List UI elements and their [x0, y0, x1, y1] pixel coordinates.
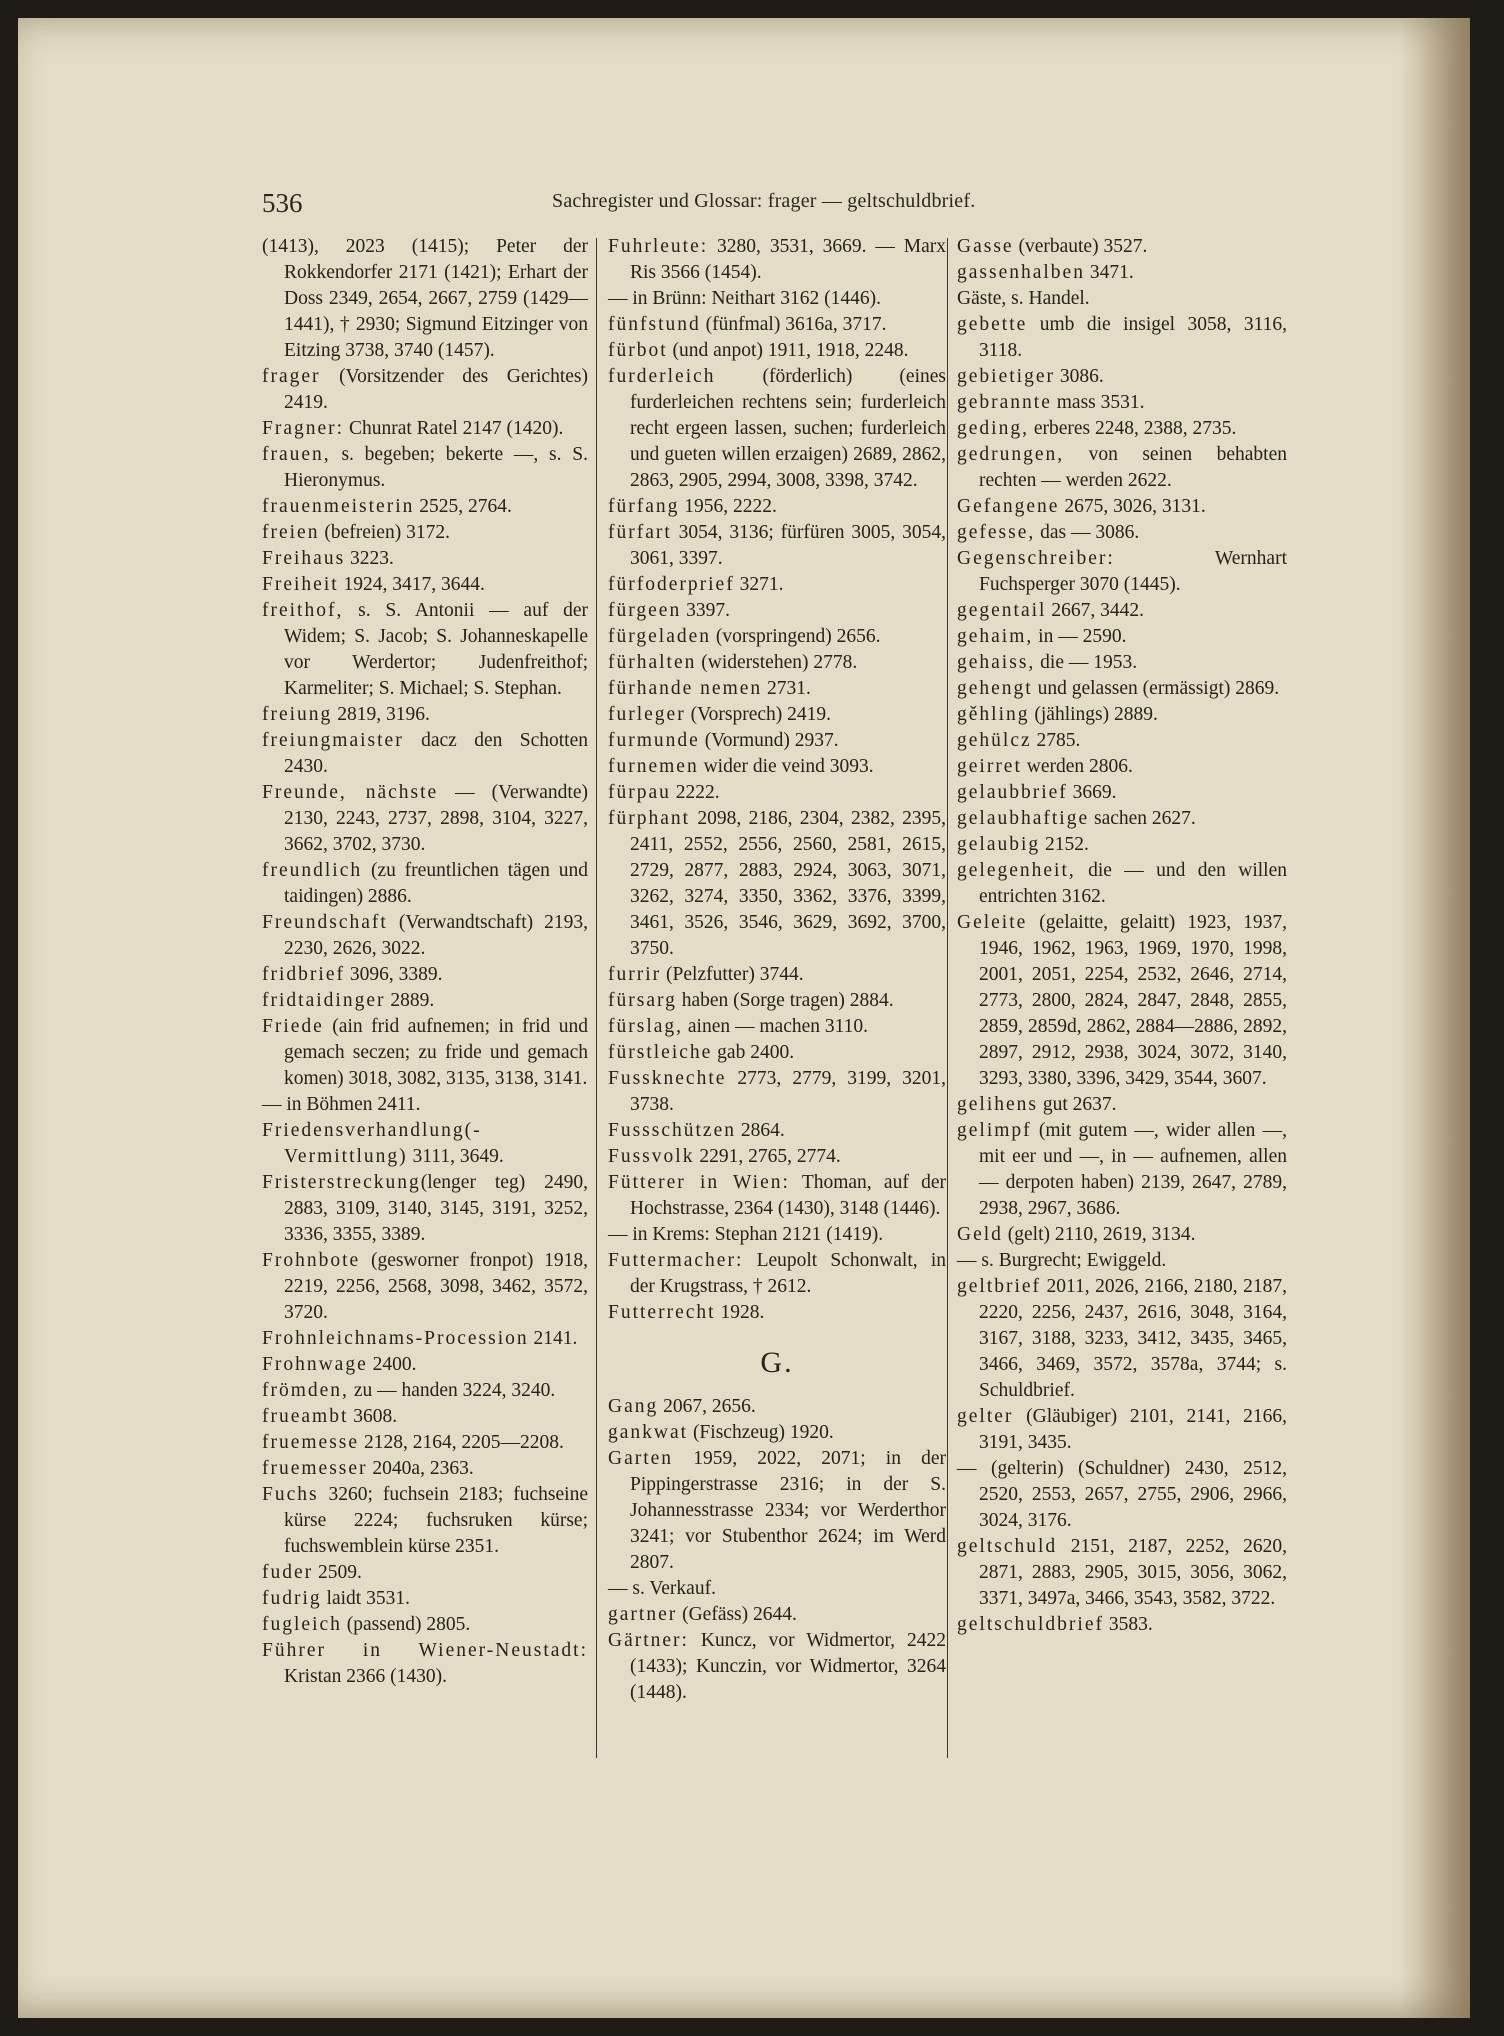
- index-entry: [608, 1628, 946, 1706]
- index-lemma: fürslag,: [608, 1016, 684, 1037]
- index-lemma: Freunde, nächste: [262, 782, 439, 803]
- index-entry: [957, 1456, 1287, 1534]
- index-entry: [957, 1092, 1287, 1118]
- index-entry: [262, 1014, 588, 1092]
- index-entry: [262, 416, 588, 442]
- index-references: 1959, 2022, 2071; in der Pippingerstrasse 2316; in der S. Johannesstrasse 2334; vor Werderthor 3241; vor Stubenthor 2624; im Werd 2807.: [630, 1448, 946, 1573]
- index-lemma: freien: [262, 522, 320, 543]
- index-lemma: fünfstund: [608, 314, 701, 335]
- index-entry: [608, 1576, 946, 1602]
- index-lemma: furmunde: [608, 730, 700, 751]
- index-lemma: Gefangene: [957, 496, 1060, 517]
- index-entry: [957, 1222, 1287, 1248]
- index-lemma: furnemen: [608, 756, 699, 777]
- index-lemma: Fussknechte: [608, 1068, 727, 1089]
- index-lemma: gehengt: [957, 678, 1033, 699]
- index-entry: [262, 234, 588, 364]
- index-lemma: geltschuld: [957, 1536, 1058, 1557]
- index-references: 2675, 3026, 3131.: [1059, 496, 1206, 517]
- index-lemma: Fussvolk: [608, 1146, 695, 1167]
- index-references: die — und den willen entrichten 3162.: [979, 860, 1287, 907]
- index-lemma: fuder: [262, 1562, 314, 1583]
- index-entry: [957, 832, 1287, 858]
- index-entry: [608, 312, 946, 338]
- index-entry: [608, 1144, 946, 1170]
- index-entry: [262, 1560, 588, 1586]
- index-entry: [608, 988, 946, 1014]
- index-entry: [957, 520, 1287, 546]
- index-entry: [262, 1430, 588, 1456]
- index-lemma: Garten: [608, 1448, 674, 1469]
- index-references: 3280, 3531, 3669. — Marx Ris 3566 (1454).: [630, 236, 946, 283]
- index-entry: [262, 1404, 588, 1430]
- index-references: 2141.: [528, 1328, 578, 1349]
- index-references: (1413), 2023 (1415); Peter der Rokkendorfer 2171 (1421); Erhart der Doss 2349, 2654, 2667, 2759 (1429—1441), † 2930; Sigmund Eitzinger von Eitzing 3738, 3740 (1457).: [262, 236, 588, 361]
- index-references: (gesworner fronpot) 1918, 2219, 2256, 2568, 3098, 3462, 3572, 3720.: [284, 1250, 588, 1323]
- index-entry: [608, 1222, 946, 1248]
- index-references: 2222.: [670, 782, 720, 803]
- column-rule-2: [947, 238, 948, 1758]
- index-references: (förderlich) (eines furderleichen rechtens sein; furderleich recht ergeen lassen, suchen; furderleich und gueten willen erzaigen) 2689, 2862, 2863, 2905, 2994, 3008, 3398, 3742.: [630, 366, 946, 491]
- index-entry: [262, 1482, 588, 1560]
- index-entry: [957, 1612, 1287, 1638]
- index-lemma: fürhalten: [608, 652, 697, 673]
- index-references: (widerstehen) 2778.: [696, 652, 858, 673]
- index-entry: [957, 1404, 1287, 1456]
- index-entry: [262, 702, 588, 728]
- index-references: (Vormund) 2937.: [699, 730, 839, 751]
- index-lemma: gelihens: [957, 1094, 1038, 1115]
- index-lemma: Geleite: [957, 912, 1028, 933]
- index-lemma: gartner: [608, 1604, 678, 1625]
- index-lemma: fürhande nemen: [608, 678, 763, 699]
- index-entry: [957, 650, 1287, 676]
- index-references: — in Böhmen 2411.: [262, 1094, 421, 1115]
- index-lemma: fürgeladen: [608, 626, 712, 647]
- index-lemma: gebietiger: [957, 366, 1055, 387]
- index-lemma: fugleich: [262, 1614, 342, 1635]
- index-entry: [262, 910, 588, 962]
- index-entry: [957, 780, 1287, 806]
- index-lemma: Gegenschreiber:: [957, 548, 1115, 569]
- index-lemma: Gärtner:: [608, 1630, 689, 1651]
- index-references: 3096, 3389.: [344, 964, 443, 985]
- index-references: (vorspringend) 2656.: [711, 626, 881, 647]
- index-lemma: geltbrief: [957, 1276, 1042, 1297]
- page-number: 536: [262, 188, 303, 218]
- index-lemma: Gang: [608, 1396, 659, 1417]
- index-entry: [262, 1170, 588, 1248]
- index-references: 3054, 3136; fürfüren 3005, 3054, 3061, 3397.: [630, 522, 946, 569]
- index-entry: [608, 598, 946, 624]
- index-references: 2509.: [313, 1562, 362, 1583]
- index-lemma: freiung: [262, 704, 333, 725]
- index-entry: [608, 962, 946, 988]
- index-entry: [608, 754, 946, 780]
- index-references: 2040a, 2363.: [367, 1458, 474, 1479]
- index-references: 1928.: [715, 1302, 765, 1323]
- index-references: gab 2400.: [712, 1042, 795, 1063]
- index-lemma: fürfang: [608, 496, 680, 517]
- index-entry: [957, 806, 1287, 832]
- index-references: 2667, 3442.: [1046, 600, 1144, 621]
- index-entry: [608, 572, 946, 598]
- index-references: — in Krems: Stephan 2121 (1419).: [608, 1224, 884, 1245]
- index-references: 1956, 2222.: [679, 496, 777, 517]
- index-lemma: Frohnwage: [262, 1354, 368, 1375]
- index-entry: [608, 806, 946, 962]
- index-entry: [957, 364, 1287, 390]
- index-references: wider die veind 3093.: [698, 756, 874, 777]
- index-references: werden 2806.: [1021, 756, 1133, 777]
- index-references: s. begeben; bekerte —, s. S. Hieronymus.: [284, 444, 588, 491]
- index-entry: [262, 598, 588, 702]
- index-references: 1924, 3417, 3644.: [338, 574, 485, 595]
- index-references: 2785.: [1031, 730, 1081, 751]
- index-references: Kuncz, vor Widmertor, 2422 (1433); Kunczin, vor Widmertor, 3264 (1448).: [630, 1630, 946, 1703]
- index-lemma: fürbot: [608, 340, 668, 361]
- index-references: Thoman, auf der Hochstrasse, 2364 (1430), 3148 (1446).: [630, 1172, 946, 1219]
- index-references: 2128, 2164, 2205—2208.: [359, 1432, 564, 1453]
- index-lemma: fruemesser: [262, 1458, 368, 1479]
- index-lemma: frauenmeisterin: [262, 496, 415, 517]
- index-entry: [608, 780, 946, 806]
- index-lemma: Fütterer in Wien:: [608, 1172, 790, 1193]
- index-entry: [957, 390, 1287, 416]
- index-lemma: gegentail: [957, 600, 1047, 621]
- index-references: 3397.: [681, 600, 730, 621]
- index-lemma: fridbrief: [262, 964, 345, 985]
- index-entry: [608, 1420, 946, 1446]
- index-lemma: fürfoderprief: [608, 574, 735, 595]
- index-references: (gelaitte, gelaitt) 1923, 1937, 1946, 1962, 1963, 1969, 1970, 1998, 2001, 2051, 2254, 2532, 2646, 2714, 2773, 2800, 2824, 2847, 2848, 2855, 2859, 2859d, 2862, 2884—2886, 2892, 2897, 2912, 2938, 3024, 3072, 3140, 3293, 3380, 3396, 3429, 3544, 3607.: [979, 912, 1287, 1089]
- index-entry: [608, 1040, 946, 1066]
- index-lemma: frömden,: [262, 1380, 349, 1401]
- index-lemma: gelaubbrief: [957, 782, 1068, 803]
- index-entry: [262, 988, 588, 1014]
- index-lemma: freiungmaister: [262, 730, 404, 751]
- index-entry: [262, 1612, 588, 1638]
- index-references: in — 2590.: [1033, 626, 1127, 647]
- index-lemma: fürsarg: [608, 990, 677, 1011]
- index-entry: [957, 312, 1287, 364]
- index-lemma: gelaubhaftige: [957, 808, 1090, 829]
- index-entry: [957, 624, 1287, 650]
- index-lemma: Fuchs: [262, 1484, 319, 1505]
- index-entry: [262, 1248, 588, 1326]
- index-references: die — 1953.: [1035, 652, 1138, 673]
- index-references: 2731.: [762, 678, 811, 699]
- index-references: (fünfmal) 3616a, 3717.: [700, 314, 887, 335]
- index-lemma: furleger: [608, 704, 686, 725]
- index-lemma: Friede: [262, 1016, 324, 1037]
- index-entry: [608, 1066, 946, 1118]
- index-entry: [608, 676, 946, 702]
- page-spine-shadow: [1400, 18, 1470, 2018]
- index-lemma: frueambt: [262, 1406, 349, 1427]
- index-entry: [608, 728, 946, 754]
- index-entry: [608, 1118, 946, 1144]
- index-lemma: furrir: [608, 964, 662, 985]
- index-references: Leupolt Schonwalt, in der Krugstrass, † 2612.: [630, 1250, 946, 1297]
- index-lemma: furderleich: [608, 366, 716, 387]
- index-references: 3086.: [1054, 366, 1104, 387]
- index-entry: [957, 858, 1287, 910]
- index-entry: [957, 494, 1287, 520]
- index-column-3: [957, 234, 1287, 1638]
- running-title: Sachregister und Glossar: frager — geltschuldbrief.: [552, 190, 976, 212]
- index-references: 3471.: [1084, 262, 1134, 283]
- index-lemma: Futterrecht: [608, 1302, 716, 1323]
- section-letter-heading: G.: [760, 1346, 794, 1379]
- index-references: Kristan 2366 (1430).: [284, 1666, 448, 1687]
- index-entry: [608, 286, 946, 312]
- index-lemma: gehülcz: [957, 730, 1032, 751]
- index-references: — s. Verkauf.: [608, 1578, 716, 1599]
- index-references: 3583.: [1103, 1614, 1153, 1635]
- index-entry: [608, 364, 946, 494]
- index-lemma: gelaubig: [957, 834, 1041, 855]
- index-references: (Pelzfutter) 3744.: [661, 964, 804, 985]
- index-entry: [957, 910, 1287, 1092]
- index-entry: [957, 546, 1287, 598]
- index-lemma: gebrannte: [957, 392, 1052, 413]
- index-lemma: Freiheit: [262, 574, 339, 595]
- index-references: zu — handen 3224, 3240.: [348, 1380, 556, 1401]
- index-entry: [957, 442, 1287, 494]
- index-references: Gäste, s. Handel.: [957, 288, 1090, 309]
- index-references: (zu freuntlichen tägen und taidingen) 2886.: [284, 860, 588, 907]
- index-references: 2291, 2765, 2774.: [694, 1146, 841, 1167]
- index-references: 2400.: [367, 1354, 417, 1375]
- index-lemma: Fussschützen: [608, 1120, 736, 1141]
- index-lemma: gelter: [957, 1406, 1014, 1427]
- index-entry: [608, 1394, 946, 1420]
- index-references: (ain frid aufnemen; in frid und gemach seczen; zu fride und gemach komen) 3018, 3082, 3135, 3138, 3141.: [284, 1016, 588, 1089]
- index-lemma: gěhling: [957, 704, 1030, 725]
- index-references: laidt 3531.: [321, 1588, 410, 1609]
- index-references: s. S. Antonii — auf der Widem; S. Jacob; S. Johanneskapelle vor Werdertor; Judenfreithof; Karmeliter; S. Michael; S. Stephan.: [284, 600, 588, 699]
- index-references: Wernhart Fuchsperger 3070 (1445).: [979, 548, 1287, 595]
- index-references: (Vorsprech) 2419.: [685, 704, 832, 725]
- index-references: das — 3086.: [1035, 522, 1140, 543]
- index-lemma: fridtaidinger: [262, 990, 386, 1011]
- index-lemma: freithof,: [262, 600, 344, 621]
- index-entry: [957, 260, 1287, 286]
- index-entry: [608, 1170, 946, 1222]
- index-entry: [608, 1446, 946, 1576]
- index-lemma: fürgeen: [608, 600, 682, 621]
- index-references: 2819, 3196.: [332, 704, 430, 725]
- index-entry: [262, 1456, 588, 1482]
- index-references: 2067, 2656.: [658, 1396, 756, 1417]
- index-entry: [608, 702, 946, 728]
- index-lemma: fürstleiche: [608, 1042, 713, 1063]
- index-entry: [262, 858, 588, 910]
- index-entry: [262, 728, 588, 780]
- index-entry: [957, 1248, 1287, 1274]
- index-lemma: gelegenheit,: [957, 860, 1076, 881]
- index-lemma: gedrungen,: [957, 444, 1065, 465]
- index-entry: [262, 1118, 588, 1170]
- index-lemma: gelimpf: [957, 1120, 1032, 1141]
- index-entry: [262, 494, 588, 520]
- index-lemma: Führer in Wiener-Neustadt:: [262, 1640, 588, 1661]
- index-references: 3271.: [734, 574, 784, 595]
- index-references: gut 2637.: [1037, 1094, 1117, 1115]
- index-references: umb die insigel 3058, 3116, 3118.: [979, 314, 1287, 361]
- index-lemma: fürfart: [608, 522, 672, 543]
- index-lemma: frauen,: [262, 444, 331, 465]
- index-entry: [262, 1326, 588, 1352]
- index-entry: [262, 520, 588, 546]
- index-references: und gelassen (ermässigt) 2869.: [1032, 678, 1280, 699]
- index-references: haben (Sorge tragen) 2884.: [676, 990, 894, 1011]
- index-lemma: Friedensverhandlung(-Vermittlung): [262, 1120, 482, 1167]
- index-lemma: Frohnbote: [262, 1250, 361, 1271]
- index-references: (befreien) 3172.: [319, 522, 450, 543]
- index-references: (Vorsitzender des Gerichtes) 2419.: [284, 366, 588, 413]
- index-lemma: geirret: [957, 756, 1022, 777]
- index-entry: [262, 572, 588, 598]
- index-lemma: gebette: [957, 314, 1028, 335]
- index-references: erberes 2248, 2388, 2735.: [1028, 418, 1237, 439]
- index-entry: [608, 624, 946, 650]
- index-entry: [957, 598, 1287, 624]
- index-entry: [262, 546, 588, 572]
- index-entry: [957, 1274, 1287, 1404]
- index-references: (jählings) 2889.: [1029, 704, 1158, 725]
- index-entry: [608, 338, 946, 364]
- index-lemma: Frohnleichnams-Procession: [262, 1328, 529, 1349]
- index-column-2: [608, 234, 946, 1706]
- index-entry: [262, 962, 588, 988]
- index-entry: [608, 520, 946, 572]
- index-lemma: fudrig: [262, 1588, 322, 1609]
- index-references: 2864.: [736, 1120, 785, 1141]
- index-references: 3223.: [345, 548, 394, 569]
- index-references: (Fischzeug) 1920.: [688, 1422, 834, 1443]
- index-references: (Gefäss) 2644.: [677, 1604, 797, 1625]
- index-references: 2151, 2187, 2252, 2620, 2871, 2883, 2905, 3015, 3056, 3062, 3371, 3497a, 3466, 3543, 3582, 3722.: [979, 1536, 1287, 1609]
- index-references: 3669.: [1067, 782, 1117, 803]
- index-entry: [957, 754, 1287, 780]
- index-references: 2011, 2026, 2166, 2180, 2187, 2220, 2256, 2437, 2616, 3048, 3164, 3167, 3188, 3233, 3412, 3435, 3465, 3466, 3469, 3572, 3578a, 3744; s. Schuldbrief.: [979, 1276, 1287, 1401]
- index-lemma: frager: [262, 366, 321, 387]
- index-references: ainen — machen 3110.: [683, 1016, 869, 1037]
- column-rule-1: [596, 238, 597, 1758]
- index-entry: [262, 1352, 588, 1378]
- index-entry: [262, 364, 588, 416]
- index-entry: [957, 676, 1287, 702]
- index-references: 2525, 2764.: [414, 496, 512, 517]
- index-lemma: Freundschaft: [262, 912, 388, 933]
- index-lemma: fürpau: [608, 782, 671, 803]
- index-references: — (gelterin) (Schuldner) 2430, 2512, 2520, 2553, 2657, 2755, 2906, 2966, 3024, 3176.: [957, 1458, 1287, 1531]
- index-references: von seinen behabten rechten — werden 2622.: [979, 444, 1287, 491]
- index-references: (gelt) 2110, 2619, 3134.: [1002, 1224, 1196, 1245]
- index-references: dacz den Schotten 2430.: [284, 730, 588, 777]
- index-entry: [957, 1534, 1287, 1612]
- index-lemma: fruemesse: [262, 1432, 360, 1453]
- index-lemma: gefesse,: [957, 522, 1036, 543]
- index-lemma: freundlich: [262, 860, 363, 881]
- index-lemma: Gasse: [957, 236, 1014, 257]
- index-references: (passend) 2805.: [341, 1614, 471, 1635]
- index-references: 3111, 3649.: [407, 1146, 504, 1167]
- index-lemma: geding,: [957, 418, 1029, 439]
- index-entry: [262, 442, 588, 494]
- index-entry: [957, 1118, 1287, 1222]
- index-references: 2098, 2186, 2304, 2382, 2395, 2411, 2552, 2556, 2560, 2581, 2615, 2729, 2877, 2883, 2924, 3063, 3071, 3262, 3274, 3350, 3362, 3376, 3399, 3461, 3526, 3546, 3629, 3692, 3700, 3750.: [630, 808, 946, 959]
- index-lemma: Fuhrleute:: [608, 236, 709, 257]
- index-entry: [262, 1586, 588, 1612]
- index-entry: [262, 1092, 588, 1118]
- index-entry: [608, 1300, 946, 1326]
- index-lemma: Geld: [957, 1224, 1003, 1245]
- index-references: 3260; fuchsein 2183; fuchseine kürse 2224; fuchsruken kürse; fuchswemblein kürse 2351.: [284, 1484, 588, 1557]
- index-references: sachen 2627.: [1089, 808, 1196, 829]
- index-references: 2152.: [1040, 834, 1089, 855]
- index-references: (Gläubiger) 2101, 2141, 2166, 3191, 3435.: [979, 1406, 1287, 1453]
- index-references: (Verwandtschaft) 2193, 2230, 2626, 3022.: [284, 912, 588, 959]
- index-lemma: Freihaus: [262, 548, 346, 569]
- index-references: (und anpot) 1911, 1918, 2248.: [667, 340, 909, 361]
- index-entry: [262, 1638, 588, 1690]
- index-entry: [608, 494, 946, 520]
- index-references: Chunrat Ratel 2147 (1420).: [344, 418, 564, 439]
- index-references: 2889.: [385, 990, 435, 1011]
- index-entry: [957, 702, 1287, 728]
- index-lemma: fürphant: [608, 808, 691, 829]
- index-lemma: gankwat: [608, 1422, 689, 1443]
- index-references: (verbaute) 3527.: [1013, 236, 1148, 257]
- index-references: — (Verwandte) 2130, 2243, 2737, 2898, 3104, 3227, 3662, 3702, 3730.: [284, 782, 589, 855]
- index-lemma: gehaim,: [957, 626, 1034, 647]
- index-entry: [608, 1248, 946, 1300]
- index-entry: [262, 780, 588, 858]
- index-entry: [608, 1602, 946, 1628]
- index-entry: [957, 728, 1287, 754]
- index-entry: [262, 1378, 588, 1404]
- index-entry: [608, 234, 946, 286]
- index-references: 2773, 2779, 3199, 3201, 3738.: [630, 1068, 946, 1115]
- index-lemma: Fragner:: [262, 418, 345, 439]
- index-references: (mit gutem —, wider allen —, mit eer und —, in — aufnemen, allen — derpoten haben) 2139, 2647, 2789, 2938, 2967, 3686.: [979, 1120, 1287, 1219]
- index-references: — in Brünn: Neithart 3162 (1446).: [608, 288, 881, 309]
- index-entry: [957, 234, 1287, 260]
- index-lemma: gassenhalben: [957, 262, 1085, 283]
- index-entry: [957, 416, 1287, 442]
- index-lemma: geltschuldbrief: [957, 1614, 1104, 1635]
- index-references: 3608.: [348, 1406, 398, 1427]
- index-references: mass 3531.: [1051, 392, 1145, 413]
- index-lemma: Fristerstreckung: [262, 1172, 421, 1193]
- index-column-1: [262, 234, 588, 1690]
- index-references: (lenger teg) 2490, 2883, 3109, 3140, 3145, 3191, 3252, 3336, 3355, 3389.: [284, 1172, 588, 1245]
- index-entry: [608, 1014, 946, 1040]
- index-lemma: Futtermacher:: [608, 1250, 744, 1271]
- index-lemma: gehaiss,: [957, 652, 1036, 673]
- index-entry: [608, 650, 946, 676]
- index-references: — s. Burgrecht; Ewiggeld.: [957, 1250, 1167, 1271]
- index-entry: [957, 286, 1287, 312]
